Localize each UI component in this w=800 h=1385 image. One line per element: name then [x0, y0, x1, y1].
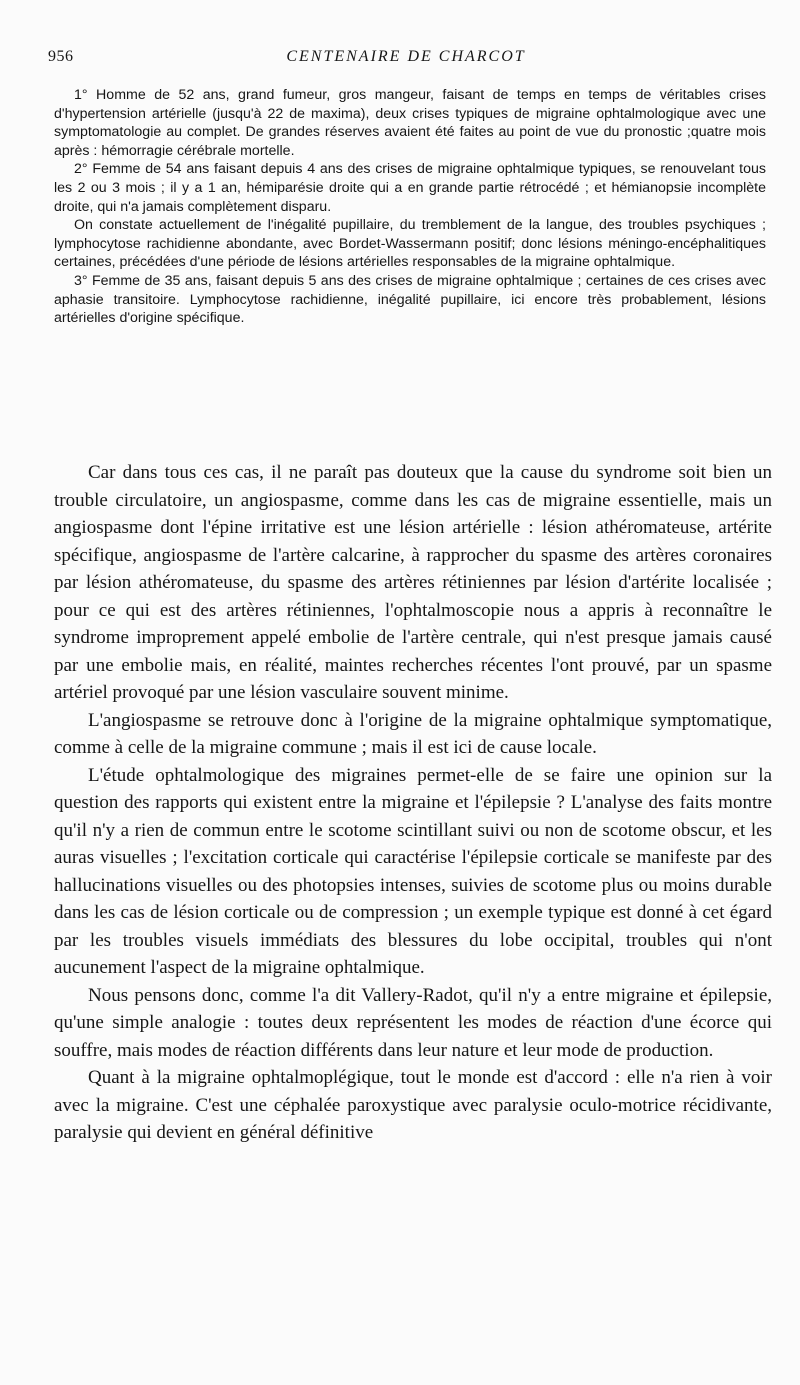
case-notes: [54, 86, 766, 328]
page-number: 956: [48, 48, 74, 65]
case-note-1: 1° Homme de 52 ans, grand fumeur, gros mangeur, faisant de temps en temps de véritables crises d'hypertension artérielle (jusqu'à 22 de maxima), deux crises typiques de migraine ophtalmologique avec une symptomatologie au complet. De grandes réserves avaient été faites au point de vue du pronostic ;quatre mois après : hémorragie cérébrale mortelle.: [54, 87, 766, 159]
body-text: [54, 459, 772, 1147]
case-note-2: 2° Femme de 54 ans faisant depuis 4 ans des crises de migraine ophtalmique typiques, se renouvelant tous les 2 ou 3 mois ; il y a 1 an, hémiparésie droite qui a en grande partie rétrocédé ; et hémianopsie incomplète droite, qui n'a jamais complètement disparu.: [54, 161, 766, 215]
paragraph-2: L'angiospasme se retrouve donc à l'origine de la migraine ophtalmique symptomatique, comme à celle de la migraine commune ; mais il est ici de cause locale.: [54, 709, 772, 758]
paragraph-1: Car dans tous ces cas, il ne paraît pas douteux que la cause du syndrome soit bien un trouble circulatoire, un angiospasme, comme dans les cas de migraine essentielle, mais un angiospasme dont l'épine irritative est une lésion artérielle : lésion athéromateuse, artérite spécifique, angiospasme de l'artère calcarine, à rapprocher du spasme des artères coronaires par lésion athéromateuse, du spasme des artères rétiniennes par lésion d'artérite localisée ; pour ce qui est des artères rétiniennes, l'ophtalmoscopie nous a appris à reconnaître le syndrome improprement appelé embolie de l'artère centrale, qui n'est presque jamais causé par une embolie mais, en réalité, maintes recherches récentes l'ont prouvé, par un spasme artériel provoqué par une lésion vasculaire souvent minime.: [54, 462, 772, 703]
page-header: [48, 48, 764, 72]
case-note-3: 3° Femme de 35 ans, faisant depuis 5 ans des crises de migraine ophtalmique ; certaines de ces crises avec aphasie transitoire. Lymphocytose rachidienne, inégalité pupillaire, ici encore très probablement, lésions artérielles d'origine spécifique.: [54, 272, 766, 327]
running-title: CENTENAIRE DE CHARCOT: [286, 48, 526, 65]
paragraph-4: Nous pensons donc, comme l'a dit Vallery-Radot, qu'il n'y a entre migraine et épilepsie, qu'une simple analogie : toutes deux représentent les modes de réaction d'une écorce qui souffre, mais modes de réaction différents dans leur nature et leur mode de production.: [54, 984, 772, 1061]
case-note-2-followup: On constate actuellement de l'inégalité pupillaire, du tremblement de la langue, des troubles psychiques ; lymphocytose rachidienne abondante, avec Bordet-Wassermann positif; donc lésions méningo-encéphalitiques certaines, précédées d'une période de lésions artérielles responsables de la migraine ophtalmique.: [54, 217, 766, 271]
paragraph-3: L'étude ophtalmologique des migraines permet-elle de se faire une opinion sur la question des rapports qui existent entre la migraine et l'épilepsie ? L'analyse des faits montre qu'il n'y a rien de commun entre le scotome scintillant suivi ou non de scotome obscur, et les auras visuelles ; l'excitation corticale qui caractérise l'épilepsie corticale se manifeste par des hallucinations visuelles ou des photopsies intenses, suivies de scotome plus ou moins durable dans les cas de lésion corticale ou de compression ; un exemple typique est donné à cet égard par les troubles visuels immédiats des blessures du lobe occipital, troubles qui n'ont aucunement l'aspect de la migraine ophtalmique.: [54, 764, 772, 978]
paragraph-5: Quant à la migraine ophtalmoplégique, tout le monde est d'accord : elle n'a rien à voir avec la migraine. C'est une céphalée paroxystique avec paralysie oculo-motrice récidivante, paralysie qui devient en général définitive: [54, 1067, 772, 1143]
